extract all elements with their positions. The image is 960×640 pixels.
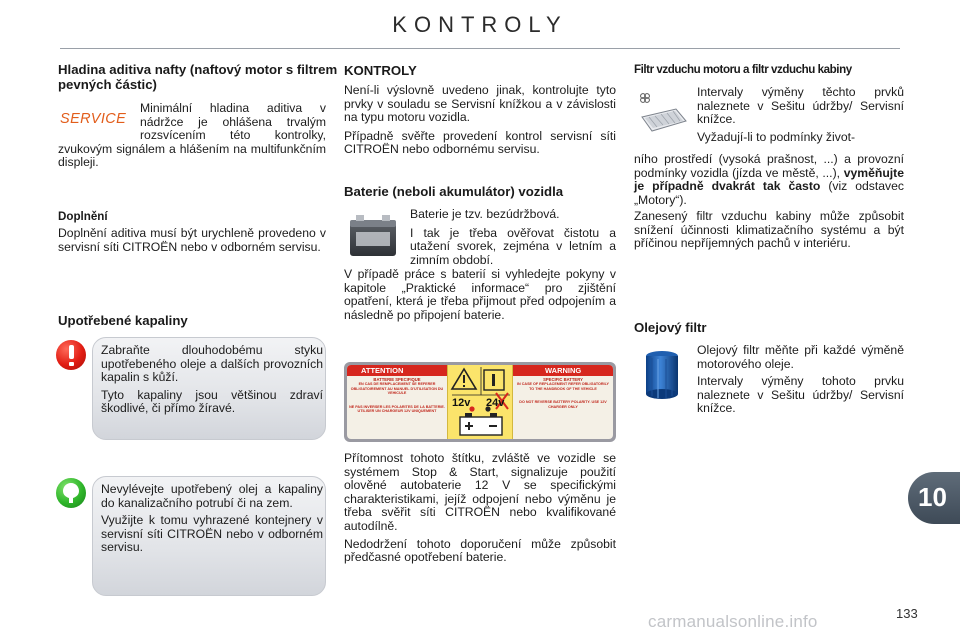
label-12v: 12v (452, 397, 471, 409)
battery-text-2: V případě práce s baterií si vyhledejte pokyny v kapitole „Praktické informace“ pro zjištění opatření, která je třeba přijmout před odpojením a následně po připojení baterie. (344, 267, 616, 322)
controls-intro (344, 84, 616, 157)
warning-note-box (92, 337, 326, 440)
label-fr-bottom: NE PAS INVERSER LES POLARITES DE LA BATTERIE. UTILISER UN CHARGEUR 12V UNIQUEMENT (349, 404, 445, 414)
page-header-title: KONTROLY (392, 12, 568, 37)
controls-title: KONTROLY (344, 63, 417, 78)
battery-paragraph: I tak je třeba ověřovat čistotu a utažení svorek, zejména v letním a zimním období. (410, 225, 616, 267)
oil-filter-paragraph: Intervaly výměny tohoto prvku naleznete v Sešitu údržby/ Servisní knížce. (697, 374, 904, 416)
label-fr-title: BATTERIE SPECIFIQUE (373, 377, 421, 382)
warning-note-line: Zabraňte dlouhodobému styku upotřebeného oleje a dalších provozních kapalin s kůží. (101, 343, 323, 385)
intro-paragraph: Není-li výslovně uvedeno jinak, kontrolujte tyto prvky v souladu se Servisní knížkou a v závislosti na typu motoru vozidla. (344, 83, 616, 125)
chapter-badge (908, 472, 960, 524)
label-warning: WARNING (513, 365, 613, 376)
air-filter-text-bold: vyměňujte je případně dvakrát tak často (634, 165, 904, 194)
page-number: 133 (896, 606, 918, 621)
oil-filter-text (697, 344, 904, 416)
air-filter-text-tail: (viz odstavec „Motory“). (634, 179, 905, 207)
stop-start-paragraph: Nedodržení tohoto doporučení může způsobit předčasné opotřebení baterie. (344, 536, 616, 565)
label-en-text: IN CASE OF REPLACEMENT REFER OBLIGATORILY TO THE HANDBOOK OF THE VEHICLE (517, 382, 609, 391)
battery-paragraph: Baterie je tzv. bezúdržbová. (410, 207, 560, 221)
label-attention: ATTENTION (347, 365, 447, 376)
used-fluids-title: Upotřebené kapaliny (58, 313, 188, 328)
watermark: carmanualsonline.info (648, 612, 818, 631)
refill-text: Doplnění aditiva musí být urychleně provedeno v servisní síti CITROËN nebo v odborném servisu. (58, 226, 326, 254)
intro-paragraph: Případně svěřte provedení kontrol servisní síti CITROËN nebo odbornému servisu. (344, 128, 616, 157)
label-24v: 24v (486, 397, 505, 409)
warning-icon (56, 340, 86, 370)
battery-title: Baterie (neboli akumulátor) vozidla (344, 184, 564, 199)
eco-leaf-icon (56, 478, 86, 508)
battery-icon (346, 212, 400, 260)
eco-note-line: Využijte k tomu vyhrazené kontejnery v servisní síti CITROËN nebo v odborném servisu. (101, 513, 323, 555)
eco-note-line: Nevylévejte upotřebený olej a kapaliny do kanalizačního potrubí či na zem. (101, 482, 323, 510)
warning-note-line: Tyto kapaliny jsou většinou zdraví škodlivé, či přímo žíravé. (101, 387, 323, 416)
oil-filter-paragraph: Olejový filtr měňte při každé výměně motorového oleje. (697, 343, 904, 371)
label-en-title: SPECIFIC BATTERY (543, 377, 583, 382)
air-filter-text-1 (697, 86, 904, 144)
battery-text (410, 208, 616, 267)
air-filter-text-2 (634, 153, 904, 207)
header-rule (60, 48, 900, 49)
air-filter-paragraph: Vyžadují-li to podmínky život- (697, 129, 856, 144)
label-en-bottom: DO NOT REVERSE BATTERY POLARITY. USE 12V CHARGER ONLY (519, 400, 607, 409)
air-filter-text-3: Zanesený filtr vzduchu kabiny může způsobit snížení účinnosti klimatizačního systému a být příčinou nepříjemných pachů v interiéru. (634, 209, 904, 251)
battery-warning-label (344, 362, 616, 442)
service-logo: SERVICE (60, 111, 127, 127)
additive-section-title: Hladina aditiva nafty (naftový motor s filtrem pevných částic) (58, 62, 338, 92)
stop-start-text (344, 452, 616, 565)
chapter-number: 10 (918, 482, 947, 512)
additive-text: Minimální hladina aditiva v nádržce je ohlášena trvalým rozsvícením této kontrolky, zvukovým signálem a hlášením na multifunkčním displeji. (58, 101, 326, 170)
air-filter-paragraph: Intervaly výměny těchto prvků naleznete v Sešitu údržby/ Servisní knížce. (697, 85, 904, 127)
eco-note-box (92, 476, 326, 596)
stop-start-paragraph: Přítomnost tohoto štítku, zvláště ve vozidle se systémem Stop & Start, signalizuje použití olověné autobaterie 12 V se specifickými charakteristikami, jejíž odpojení nebo výměnu je třeba svěřit síti CITROËN nebo kvalifikované autodílně. (344, 451, 616, 533)
air-filter-text-plain: ního prostředí (vysoká prašnost, ...) a provozní podmínky vozidla (jízda ve městě, ...), (634, 152, 904, 180)
air-filter-title: Filtr vzduchu motoru a filtr vzduchu kabiny (634, 63, 852, 76)
oil-filter-title: Olejový filtr (634, 320, 707, 335)
oil-filter-icon (640, 348, 684, 402)
refill-title: Doplnění (58, 210, 108, 223)
label-pictograms (447, 365, 513, 439)
air-filter-icon (636, 91, 690, 137)
label-fr-text: EN CAS DE REMPLACEMENT SE REFERER OBLIGATOIREMENT AU MANUEL D'UTILISATION DU VEHICULE (350, 382, 444, 396)
